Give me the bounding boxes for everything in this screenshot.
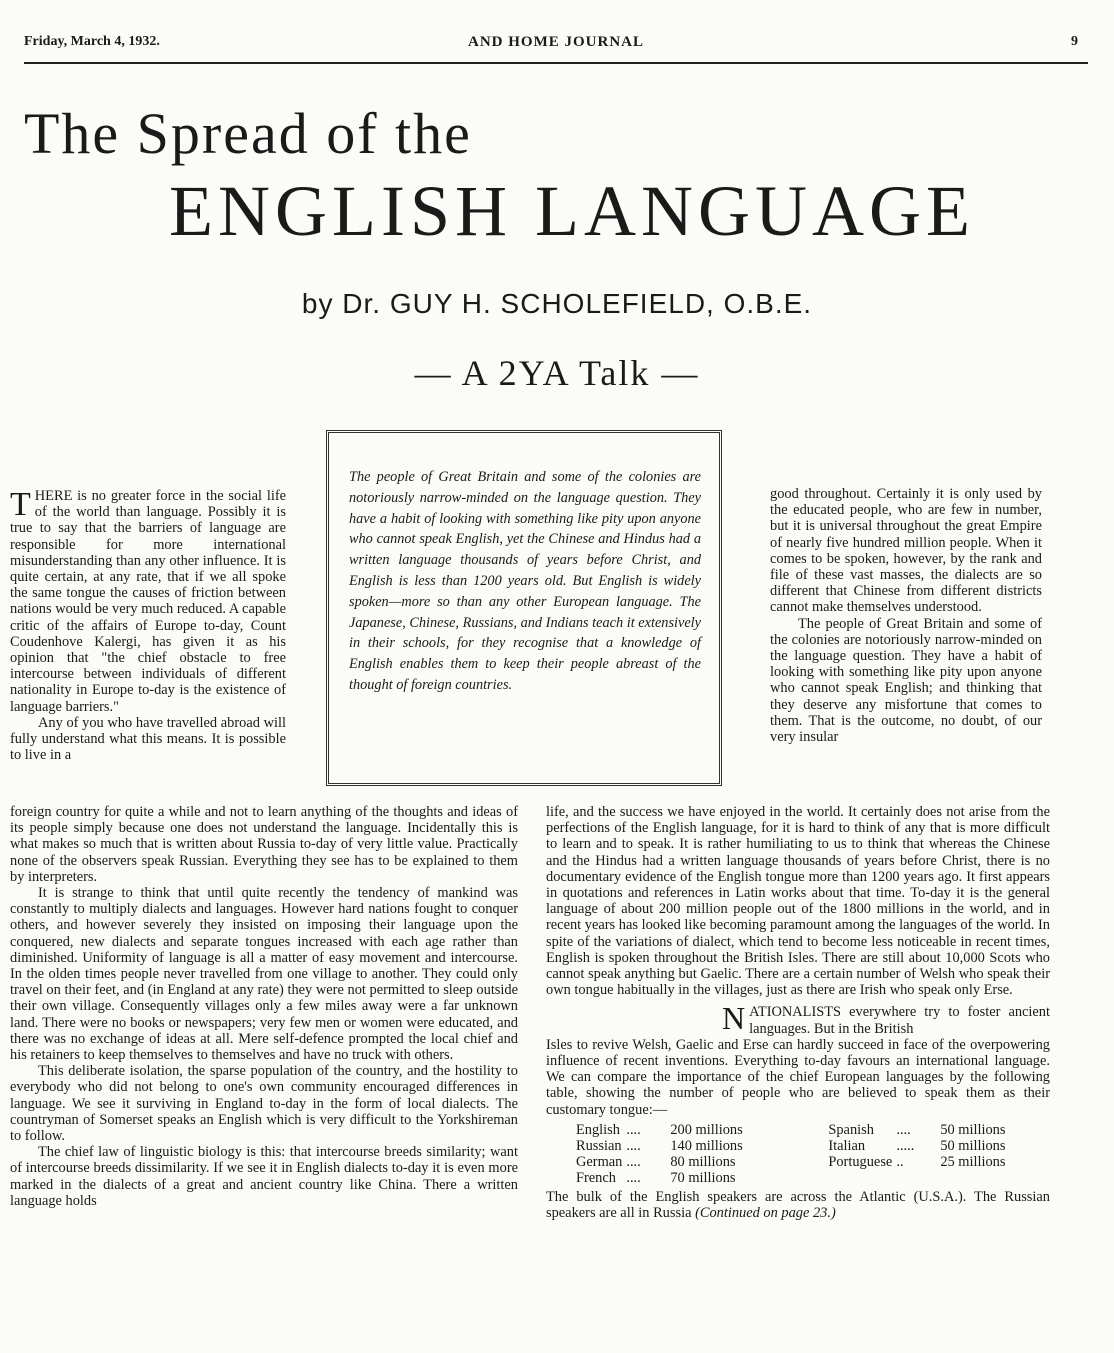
lang-cell: English bbox=[576, 1121, 620, 1138]
drop-cap: T bbox=[10, 486, 31, 523]
pull-quote-text: The people of Great Britain and some of the colonies are notoriously narrow-minded on the language question. They have a habit of looking with something like pity upon anyone who cannot speak English, yet the Chinese and Hindus had a written language thousands of years before Christ, and English is less than 1200 years old. But English is widely spoken—more so than any other European language. The Japanese, Chinese, Russians, and Indians teach it extensively in their schools, for they recognise that a knowledge of English enables them to keep their people abreast of the thought of foreign countries. bbox=[349, 469, 701, 693]
lang-cell: German bbox=[576, 1154, 623, 1171]
paragraph: life, and the success we have enjoyed in the world. It certainly does not arise from the perfections of the English language, for it is hard to think of any that is more difficult to learn and to speak. It is rather humiliating to us to think that whereas the Chinese and the Hindus had a written language thousands of years before Christ, there is no documentary evidence of the English tongue more than 1200 years ago. It first appears in quotations and references in Latin works about that time. To-day it is the general language of about 200 million people out of the 1800 millions in the world, and in recent years has looked like becoming paramount among the languages of the world. In spite of the variations of dialect, which tend to become less noticeable in recent times, English is spoken throughout the British Isles. There are still about 10,000 Scots who cannot speak anything but Gaelic. There are a certain number of Welsh who speak their own tongue habitually in the villages, just as there are Irish who speak only Erse. bbox=[546, 804, 1050, 999]
paragraph: This deliberate isolation, the sparse population of the country, and the hostility to everybody who did not belong to one's own community encouraged differences in language. We see it surviving in England to-day in the form of local dialects. The countryman of Somerset speaks an English which is very difficult to the Yorkshireman to follow. bbox=[10, 1063, 518, 1145]
paragraph: Isles to revive Welsh, Gaelic and Erse can hardly succeed in face of the overpowering influence of recent inventions. Everything to-day favours an international language. We can compare the importance of the chief European languages by the following table, showing the number of people who are believed to speak them as their customary tongue:— bbox=[546, 1036, 1050, 1118]
issue-date: Friday, March 4, 1932. bbox=[24, 34, 160, 49]
dots-cell: ..... bbox=[896, 1138, 915, 1155]
pull-quote-box bbox=[326, 430, 722, 786]
value-cell: 70 millions bbox=[670, 1170, 736, 1187]
lang-cell: Portuguese bbox=[828, 1154, 893, 1171]
paragraph-text: ATIONALISTS everywhere try to foster ancient languages. But in the British bbox=[749, 1004, 1050, 1037]
page-number: 9 bbox=[1071, 34, 1078, 49]
byline: by Dr. GUY H. SCHOLEFIELD, O.B.E. bbox=[301, 288, 813, 319]
value-cell: 140 millions bbox=[670, 1138, 743, 1155]
spacer-cell bbox=[784, 1138, 828, 1154]
table-row bbox=[576, 1170, 1009, 1186]
lang-cell: French bbox=[576, 1170, 616, 1187]
value-cell: 25 millions bbox=[940, 1154, 1006, 1171]
paragraph bbox=[546, 1000, 1050, 1037]
dots-cell bbox=[896, 1170, 940, 1186]
subtitle: — A 2YA Talk — bbox=[414, 353, 700, 393]
dots-cell: .... bbox=[626, 1121, 641, 1138]
paragraph bbox=[10, 488, 286, 715]
language-table bbox=[576, 1122, 1009, 1187]
page-header bbox=[24, 28, 1088, 64]
table-row bbox=[576, 1138, 1009, 1154]
closing-paragraph bbox=[546, 1189, 1050, 1221]
dots-cell: .... bbox=[626, 1154, 641, 1171]
dots-cell: .... bbox=[626, 1170, 641, 1187]
headline-line-1: The Spread of the bbox=[24, 101, 472, 166]
paragraph: The people of Great Britain and some of the colonies are notoriously narrow-minded on the language question. They have a habit of looking with something like pity upon anyone who cannot speak English; and thinking that they deserve any misfortune that comes to them. That is the outcome, no doubt, of our very insular bbox=[770, 615, 1042, 746]
nationalists-section bbox=[546, 1000, 1050, 1118]
value-cell bbox=[940, 1170, 1009, 1186]
paragraph: good throughout. Certainly it is only used by the educated people, who are few in number, but it is universal throughout the great Empire of nearly five hundred million people. When it comes to be spoken, however, by the rank and file of these vast masses, the dialects are so different that Chinese from different districts cannot make themselves understood. bbox=[770, 486, 1042, 616]
spacer-cell bbox=[784, 1122, 828, 1138]
dots-cell: .... bbox=[896, 1121, 911, 1138]
value-cell: 50 millions bbox=[940, 1138, 1006, 1155]
drop-cap: N bbox=[722, 1000, 746, 1037]
spacer-cell bbox=[784, 1170, 828, 1186]
lang-cell: Russian bbox=[576, 1138, 622, 1155]
left-column bbox=[10, 488, 286, 763]
value-cell: 50 millions bbox=[940, 1121, 1006, 1138]
spacer-cell bbox=[784, 1154, 828, 1170]
lang-cell: Spanish bbox=[828, 1121, 874, 1138]
continued-note: (Continued on page 23.) bbox=[695, 1204, 836, 1221]
table-row bbox=[576, 1154, 1009, 1170]
closing-text: The bulk of the English speakers are across the Atlantic (U.S.A.). The Russian speakers are all in Russia bbox=[546, 1188, 1050, 1221]
publication-name: AND HOME JOURNAL bbox=[468, 34, 644, 50]
lang-cell bbox=[828, 1170, 896, 1186]
headline-line-2: ENGLISH LANGUAGE bbox=[169, 171, 975, 251]
lang-cell: Italian bbox=[828, 1138, 866, 1155]
paragraph: It is strange to think that until quite recently the tendency of mankind was constantly to multiply dialects and languages. However hard nations fought to conquer others, and however severely they insisted on imposing their language upon the conquered, new dialects and separate tongues increased with each age rather than diminished. Uniformity of language is all a matter of easy movement and intercourse. In the olden times people never travelled from one village to another. They could only travel on their feet, and (in England at any rate) they were not permitted to sleep outside their own village. Consequently villages only a few miles away were a far unknown land. There were no books or newspapers; very few men or women were educated, and there was no exchange of ideas at all. Mere self-defence prompted the local chief and his retainers to keep themselves to themselves and have no truck with others. bbox=[10, 885, 518, 1064]
paragraph-text: HERE is no greater force in the social life of the world than language. Possibly it is true to say that the barriers of language are responsible for more international misunderstanding than any other influence. It is quite certain, at any rate, that if we all spoke the same tongue the causes of friction between nations would be very much reduced. A capable critic of the affairs of Europe to-day, Count Coudenhove Kalergi, has given it as his opinion that "the chief obstacle to free intercourse between individuals of different nationality in Europe to-day is the existence of language barriers." bbox=[10, 488, 286, 715]
dots-cell: .. bbox=[896, 1154, 904, 1171]
value-cell: 80 millions bbox=[670, 1154, 736, 1171]
paragraph: foreign country for quite a while and not to learn anything of the thoughts and ideas of its people simply because one does not understand the language. Incidentally this is what makes so much that is written about Russia to-day of very little value. Practically none of the observers speak Russian. Everything they see has to be explained to them by interpreters. bbox=[10, 804, 518, 885]
dots-cell: .... bbox=[626, 1138, 641, 1155]
value-cell: 200 millions bbox=[670, 1121, 743, 1138]
bottom-left-column bbox=[10, 804, 518, 1209]
paragraph: Any of you who have travelled abroad will fully understand what this means. It is possible to live in a bbox=[10, 714, 286, 764]
table-row bbox=[576, 1122, 1009, 1138]
paragraph: The chief law of linguistic biology is this: that intercourse breeds similarity; want of intercourse breeds dissimilarity. If we see it in English dialects to-day it is even more marked in the dialects of a great and ancient country like China. There a written language holds bbox=[10, 1144, 518, 1209]
right-column bbox=[770, 486, 1042, 745]
bottom-right-column bbox=[546, 804, 1050, 1221]
